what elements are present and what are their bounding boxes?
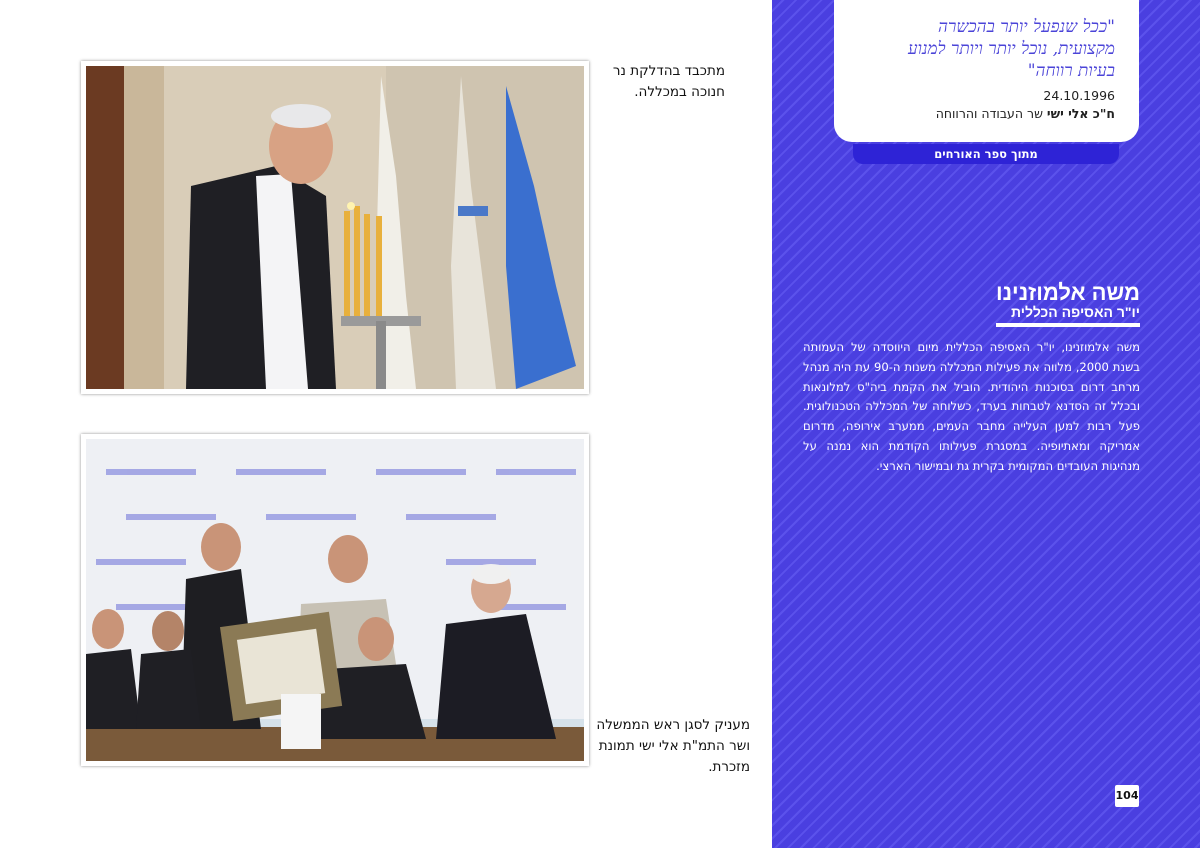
quote-date: 24.10.1996 bbox=[1043, 88, 1115, 103]
quote-signature bbox=[858, 106, 1115, 121]
person-title: יו"ר האסיפה הכללית bbox=[1010, 304, 1140, 320]
quote-author: ח"כ אלי ישי bbox=[1046, 106, 1115, 121]
page-number: 104 bbox=[1115, 785, 1139, 807]
person-bio: משה אלמוזנינו, יו"ר האסיפה הכללית מיום היווסדה של העמותה בשנת 2000, מלווה את פעילות המכללה משנות ה-90 עת היה מנהל מרחב דרום בסוכנות היהודית. הוביל את הקמת ביה"ס למלונאות ובכלל זה הסדנא לטבחות בערד, כשלוחה של המכללה הטכנולוגית. פעל רבות למען העלייה מחבר העמים, ממערב אירופה, מדרום אמריקה ומאתיופיה. במסגרת פעילותו הקודמת הוא נמנה על מנהיגות העובדים המקומית בקרית גת ובמישור הארצי. bbox=[803, 340, 1140, 473]
guestbook-label: מתוך ספר האורחים bbox=[853, 144, 1119, 164]
quote-author-role: שר העבודה והרווחה bbox=[935, 106, 1043, 121]
photo-menorah-lighting bbox=[81, 61, 589, 394]
ceremony-photo-illustration bbox=[86, 439, 584, 761]
quote-card bbox=[834, 0, 1139, 142]
photo-award-ceremony bbox=[81, 434, 589, 766]
photo-caption-ceremony: מעניק לסגן ראש הממשלה ושר התמ"ת אלי ישי תמונת מזכרת. bbox=[596, 717, 750, 775]
menorah-photo-illustration bbox=[86, 66, 584, 389]
quote-text: "ככל שנפעל יותר בהכשרה מקצועית, נוכל יותר ויותר למנוע בעיות רווחה" bbox=[908, 17, 1115, 81]
title-underline bbox=[996, 323, 1140, 327]
photo-caption-menorah: מתכבד בהדלקת נר חנוכה במכללה. bbox=[612, 63, 725, 100]
person-name: משה אלמוזנינו bbox=[995, 280, 1140, 305]
